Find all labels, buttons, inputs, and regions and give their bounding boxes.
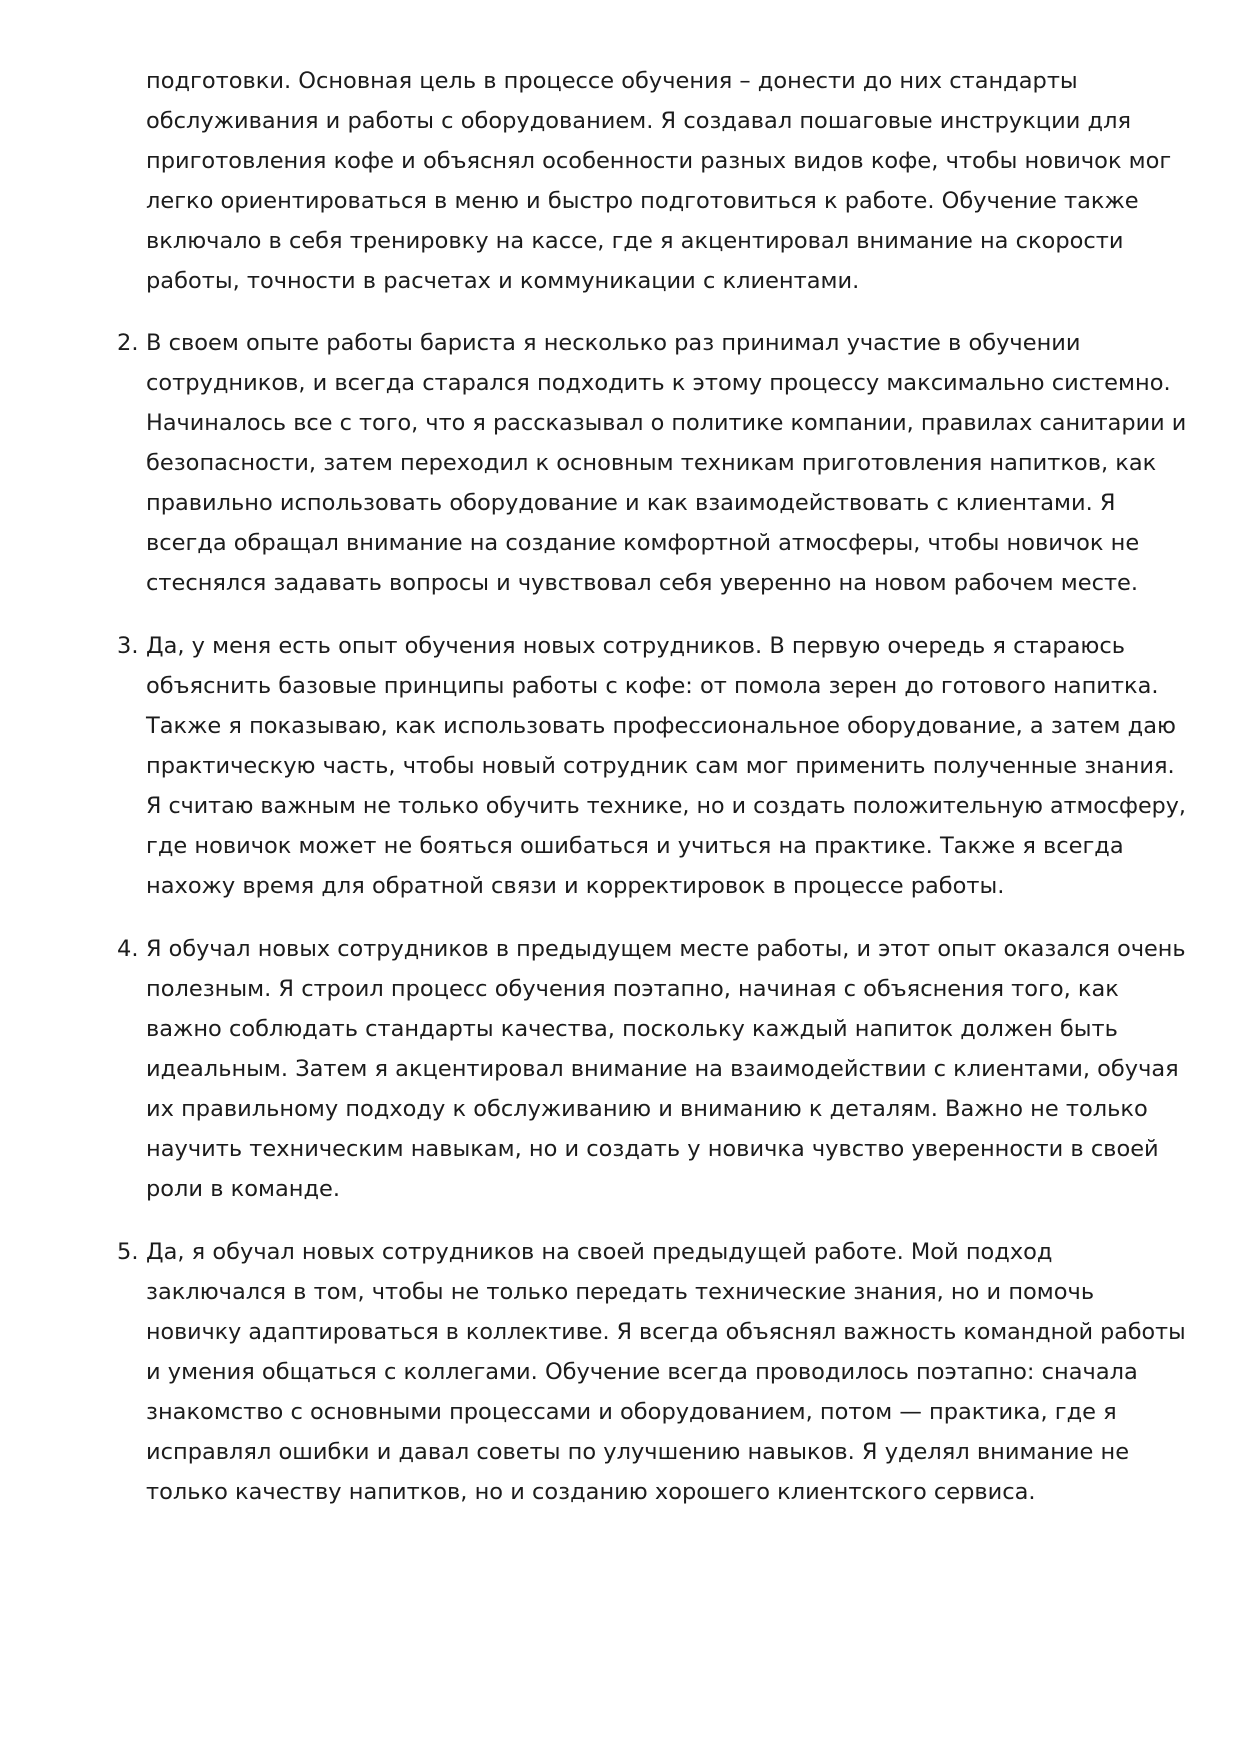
text-line: стеснялся задавать вопросы и чувствовал себя уверенно на новом рабочем месте.: [146, 570, 1139, 596]
text-line: Да, у меня есть опыт обучения новых сотрудников. В первую очередь я стараюсь: [146, 633, 1126, 659]
list-item-text: [146, 1232, 1186, 1512]
list-item-text: [146, 61, 1186, 301]
text-line: научить техническим навыкам, но и создать у новичка чувство уверенности в своей: [146, 1136, 1159, 1162]
list-item-number: 4.: [117, 936, 139, 962]
text-line: легко ориентироваться в меню и быстро подготовиться к работе. Обучение также: [146, 188, 1139, 214]
list-item-text: [146, 323, 1186, 603]
list-item-number: 5.: [117, 1239, 139, 1265]
list-item-number: 3.: [117, 633, 139, 659]
text-line: новичку адаптироваться в коллективе. Я всегда объяснял важность командной работы: [146, 1319, 1186, 1345]
text-line: Да, я обучал новых сотрудников на своей предыдущей работе. Мой подход: [146, 1239, 1053, 1265]
text-line: практическую часть, чтобы новый сотрудник сам мог применить полученные знания.: [146, 753, 1175, 779]
text-line: исправлял ошибки и давал советы по улучшению навыков. Я уделял внимание не: [146, 1439, 1130, 1465]
text-line: важно соблюдать стандарты качества, поскольку каждый напиток должен быть: [146, 1016, 1118, 1042]
text-line: объяснить базовые принципы работы с кофе: от помола зерен до готового напитка.: [146, 673, 1159, 699]
list-item-text: [146, 626, 1186, 906]
text-line: приготовления кофе и объяснял особенности разных видов кофе, чтобы новичок мог: [146, 148, 1172, 174]
text-line: безопасности, затем переходил к основным техникам приготовления напитков, как: [146, 450, 1157, 476]
text-line: и умения общаться с коллегами. Обучение всегда проводилось поэтапно: сначала: [146, 1359, 1138, 1385]
text-line: включало в себя тренировку на кассе, где я акцентировал внимание на скорости: [146, 228, 1124, 254]
text-line: Я обучал новых сотрудников в предыдущем месте работы, и этот опыт оказался очень: [146, 936, 1186, 962]
text-line: где новичок может не бояться ошибаться и учиться на практике. Также я всегда: [146, 833, 1124, 859]
text-line: идеальным. Затем я акцентировал внимание на взаимодействии с клиентами, обучая: [146, 1056, 1179, 1082]
list-item-number: 2.: [117, 330, 139, 356]
text-line: Я считаю важным не только обучить технике, но и создать положительную атмосферу,: [146, 793, 1186, 819]
list-item-text: [146, 929, 1186, 1209]
text-line: обслуживания и работы с оборудованием. Я создавал пошаговые инструкции для: [146, 108, 1131, 134]
text-line: Начиналось все с того, что я рассказывал о политике компании, правилах санитарии и: [146, 410, 1187, 436]
text-line: работы, точности в расчетах и коммуникации с клиентами.: [146, 268, 860, 294]
text-line: только качеству напитков, но и созданию хорошего клиентского сервиса.: [146, 1479, 1036, 1505]
text-line: сотрудников, и всегда старался подходить к этому процессу максимально системно.: [146, 370, 1171, 396]
text-line: подготовки. Основная цель в процессе обучения – донести до них стандарты: [146, 68, 1078, 94]
text-line: В своем опыте работы бариста я несколько раз принимал участие в обучении: [146, 330, 1081, 356]
text-line: роли в команде.: [146, 1176, 340, 1202]
text-line: полезным. Я строил процесс обучения поэтапно, начиная с объяснения того, как: [146, 976, 1119, 1002]
text-line: их правильному подходу к обслуживанию и вниманию к деталям. Важно не только: [146, 1096, 1148, 1122]
text-line: Также я показываю, как использовать профессиональное оборудование, а затем даю: [146, 713, 1176, 739]
text-line: нахожу время для обратной связи и корректировок в процессе работы.: [146, 873, 1005, 899]
text-line: всегда обращал внимание на создание комфортной атмосферы, чтобы новичок не: [146, 530, 1140, 556]
text-line: заключался в том, чтобы не только передать технические знания, но и помочь: [146, 1279, 1095, 1305]
text-line: правильно использовать оборудование и как взаимодействовать с клиентами. Я: [146, 490, 1116, 516]
text-line: знакомство с основными процессами и оборудованием, потом — практика, где я: [146, 1399, 1117, 1425]
